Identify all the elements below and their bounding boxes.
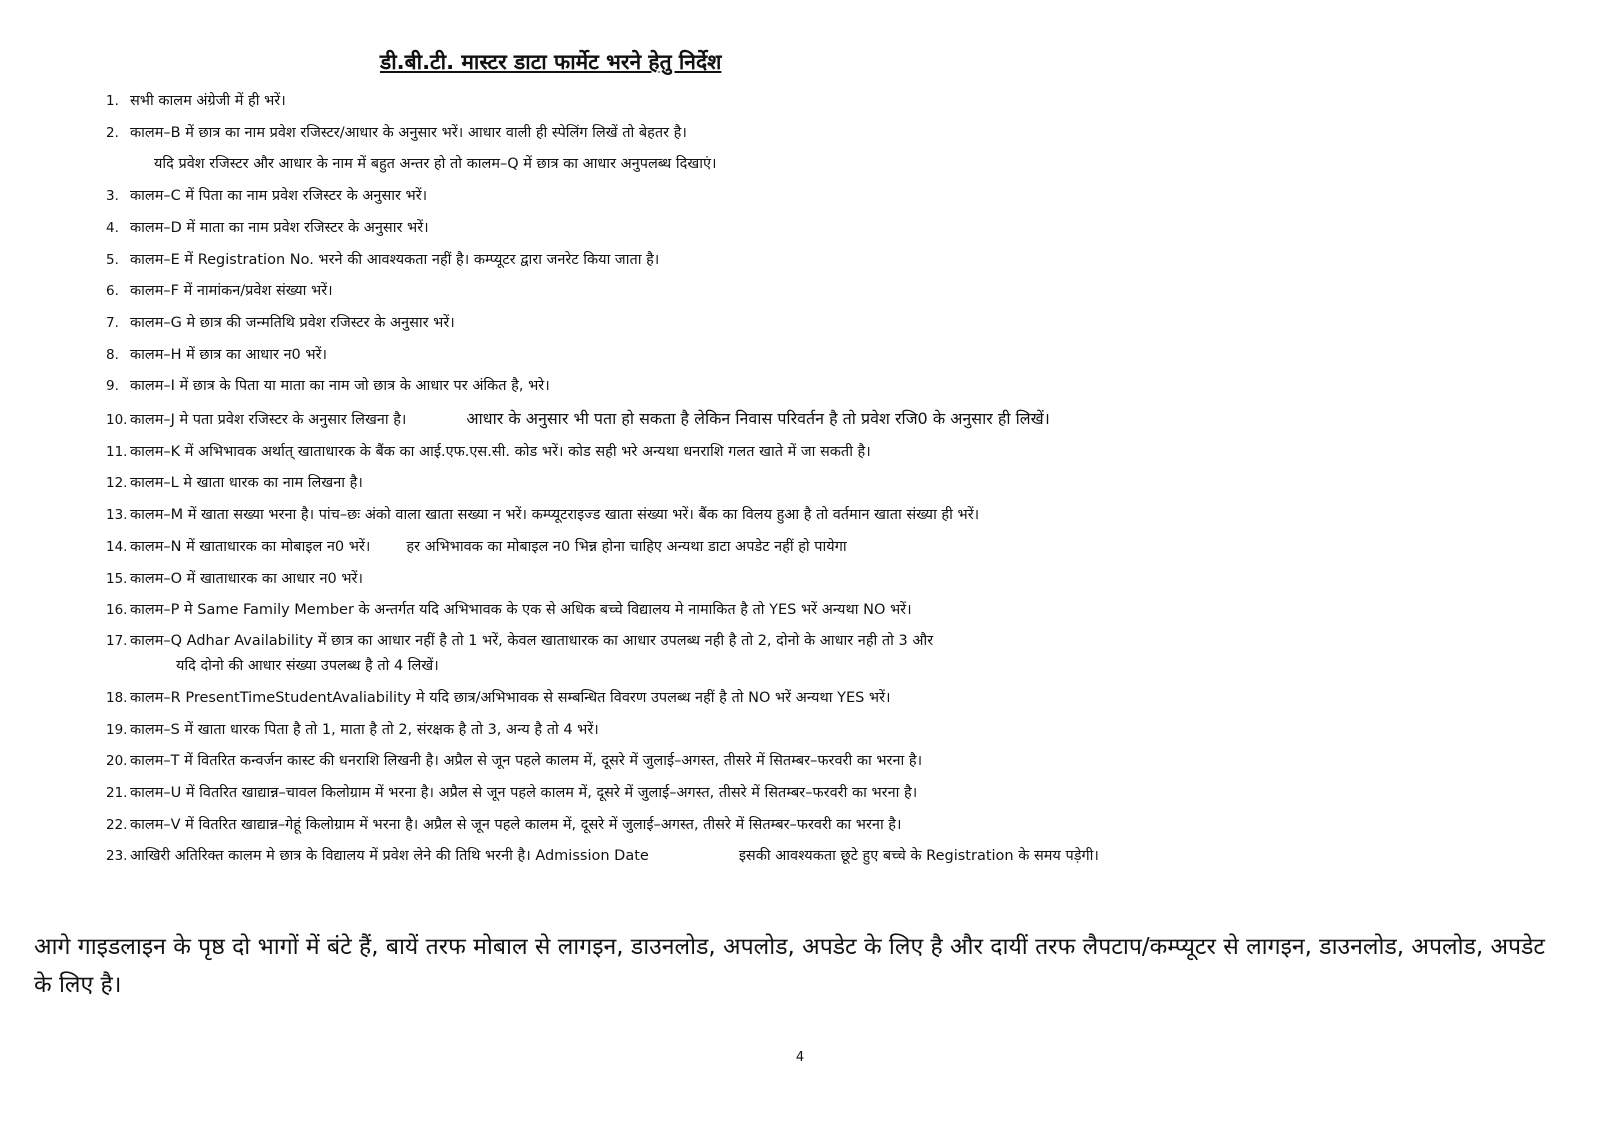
item-text: कालम–G मे छात्र की जन्मतिथि प्रवेश रजिस्टर के अनुसार भरें। <box>130 314 455 331</box>
list-item <box>106 437 1576 469</box>
instruction-list <box>106 86 1576 873</box>
item-number: 1. <box>106 93 119 109</box>
item-text: कालम–R PresentTimeStudentAvaliability मे यदि छात्र/अभिभावक से सम्बन्धित विवरण उपलब्ध नहीं है तो NO भरें अन्यथा YES भरें। <box>130 689 891 706</box>
item-number: 14. <box>106 538 128 555</box>
list-item <box>106 468 1576 500</box>
item-number: 18. <box>106 689 128 706</box>
item-text: कालम–S में खाता धारक पिता है तो 1, माता है तो 2, संरक्षक है तो 3, अन्य है तो 4 भरें। <box>130 721 599 738</box>
item-number: 7. <box>106 314 119 331</box>
item-number: 22. <box>106 816 128 833</box>
item-number: 3. <box>106 188 119 205</box>
list-item <box>106 181 1576 213</box>
item-number: 11. <box>106 443 128 460</box>
item-text: आखिरी अतिरिक्त कालम मे छात्र के विद्यालय में प्रवेश लेने की तिथि भरनी है। Admission Date <box>130 848 649 865</box>
item-text: कालम–B में छात्र का नाम प्रवेश रजिस्टर/आधार के अनुसार भरें। आधार वाली ही स्पेलिंग लिखें तो बेहतर है। <box>130 124 687 141</box>
item-number: 19. <box>106 721 128 738</box>
item-text: कालम–D में माता का नाम प्रवेश रजिस्टर के अनुसार भरें। <box>130 219 429 236</box>
item-text: कालम–H में छात्र का आधार न0 भरें। <box>130 346 328 363</box>
item-text: कालम–N में खाताधारक का मोबाइल न0 भरें। <box>130 538 371 555</box>
item-text-line2: यदि दोनो की आधार संख्या उपलब्ध है तो 4 लिखें। <box>176 657 439 674</box>
item-text: कालम–F में नामांकन/प्रवेश संख्या भरें। <box>130 283 333 300</box>
list-item <box>106 213 1576 245</box>
list-item <box>106 841 1576 873</box>
item-text: कालम–E में Registration No. भरने की आवश्यकता नहीं है। कम्प्यूटर द्वारा जनरेट किया जाता है। <box>130 251 660 268</box>
list-item <box>106 564 1576 596</box>
list-item <box>106 627 1576 683</box>
item-number: 8. <box>106 346 119 363</box>
item-text: कालम–K में अभिभावक अर्थात् खाताधारक के बैंक का आई.एफ.एस.सी. कोड भरें। कोड सही भरे अन्यथा धनराशि गलत खाते में जा सकती है। <box>130 443 871 460</box>
item-text: कालम–C में पिता का नाम प्रवेश रजिस्टर के अनुसार भरें। <box>130 188 428 205</box>
item-text: सभी कालम अंग्रेजी में ही भरें। <box>130 93 286 109</box>
item-text: कालम–L मे खाता धारक का नाम लिखना है। <box>130 475 363 492</box>
list-item <box>106 746 1576 778</box>
list-item-continuation <box>106 149 1576 181</box>
item-number: 6. <box>106 283 119 300</box>
item-text: कालम–Q Adhar Availability में छात्र का आधार नहीं है तो 1 भरें, केवल खाताधारक का आधार उपलब्ध नही है तो 2, दोनो के आधार नही तो 3 और <box>130 632 934 649</box>
item-extra-text: हर अभिभावक का मोबाइल न0 भिन्न होना चाहिए अन्यथा डाटा अपडेट नहीं हो पायेगा <box>406 538 847 555</box>
item-number: 2. <box>106 124 119 141</box>
item-text: कालम–O में खाताधारक का आधार न0 भरें। <box>130 570 363 587</box>
list-item <box>106 308 1576 340</box>
page-number: 4 <box>795 1050 805 1065</box>
page-title: डी.बी.टी. मास्टर डाटा फार्मेट भरने हेतु निर्देश <box>380 50 722 74</box>
item-extra-text: आधार के अनुसार भी पता हो सकता है लेकिन निवास परिवर्तन है तो प्रवेश रजि0 के अनुसार ही लिखें। <box>466 409 1050 429</box>
item-text: कालम–I में छात्र के पिता या माता का नाम जो छात्र के आधार पर अंकित है, भरे। <box>130 378 550 395</box>
item-number: 10. <box>106 412 128 429</box>
list-item <box>106 810 1576 842</box>
item-text: कालम–T में वितरित कन्वर्जन कास्ट की धनराशि लिखनी है। अप्रैल से जून पहले कालम में, दूसरे में जुलाई–अगस्त, तीसरे में सितम्बर–फरवरी का भरना है। <box>130 753 923 770</box>
list-item <box>106 118 1576 150</box>
item-number: 9. <box>106 378 119 395</box>
footer-note: आगे गाइडलाइन के पृष्ठ दो भागों में बंटे हैं, बायें तरफ मोबाल से लागइन, डाउनलोड, अपलोड, अपडेट के लिए है और दायीं तरफ लैपटाप/कम्प्यूटर से लागइन, डाउनलोड, अपलोड, अपडेट के लिए है। <box>34 934 1546 998</box>
item-number: 17. <box>106 632 128 649</box>
list-item <box>106 86 1576 118</box>
item-text: यदि प्रवेश रजिस्टर और आधार के नाम में बहुत अन्तर हो तो कालम–Q में छात्र का आधार अनुपलब्ध दिखाएं। <box>154 156 717 173</box>
list-item <box>106 715 1576 747</box>
item-text: कालम–U में वितरित खाद्यान्न–चावल किलोग्राम में भरना है। अप्रैल से जून पहले कालम में, दूसरे में जुलाई–अगस्त, तीसरे में सितम्बर–फरवरी का भरना है। <box>130 785 918 802</box>
item-text: कालम–V में वितरित खाद्यान्न–गेहूं किलोग्राम में भरना है। अप्रैल से जून पहले कालम में, दूसरे में जुलाई–अगस्त, तीसरे में सितम्बर–फरवरी का भरना है। <box>130 816 902 833</box>
item-number: 13. <box>106 507 128 524</box>
item-number: 16. <box>106 602 128 619</box>
item-number: 20. <box>106 753 128 770</box>
list-item <box>106 595 1576 627</box>
item-number: 21. <box>106 785 128 802</box>
item-number: 15. <box>106 570 128 587</box>
list-item <box>106 276 1576 308</box>
list-item <box>106 340 1576 372</box>
item-number: 4. <box>106 219 119 236</box>
item-text: कालम–J मे पता प्रवेश रजिस्टर के अनुसार लिखना है। <box>130 412 407 429</box>
list-item <box>106 500 1576 532</box>
list-item <box>106 532 1576 564</box>
list-item <box>106 683 1576 715</box>
list-item <box>106 245 1576 277</box>
list-item <box>106 371 1576 403</box>
item-text: कालम–P मे Same Family Member के अन्तर्गत यदि अभिभावक के एक से अधिक बच्चे विद्यालय मे नामाकित है तो YES भरें अन्यथा NO भरें। <box>130 602 912 619</box>
list-item <box>106 778 1576 810</box>
item-number: 12. <box>106 475 128 492</box>
item-text: कालम–M में खाता सख्या भरना है। पांच–छः अंको वाला खाता सख्या न भरें। कम्प्यूटराइज्ड खाता संख्या भरें। बैंक का विलय हुआ है तो वर्तमान खाता संख्या ही भरें। <box>130 507 980 524</box>
item-number: 5. <box>106 251 119 268</box>
item-extra-text: इसकी आवश्यकता छूटे हुए बच्चे के Registration के समय पड़ेगी। <box>738 848 1099 865</box>
list-item <box>106 403 1576 437</box>
item-number: 23. <box>106 848 128 865</box>
